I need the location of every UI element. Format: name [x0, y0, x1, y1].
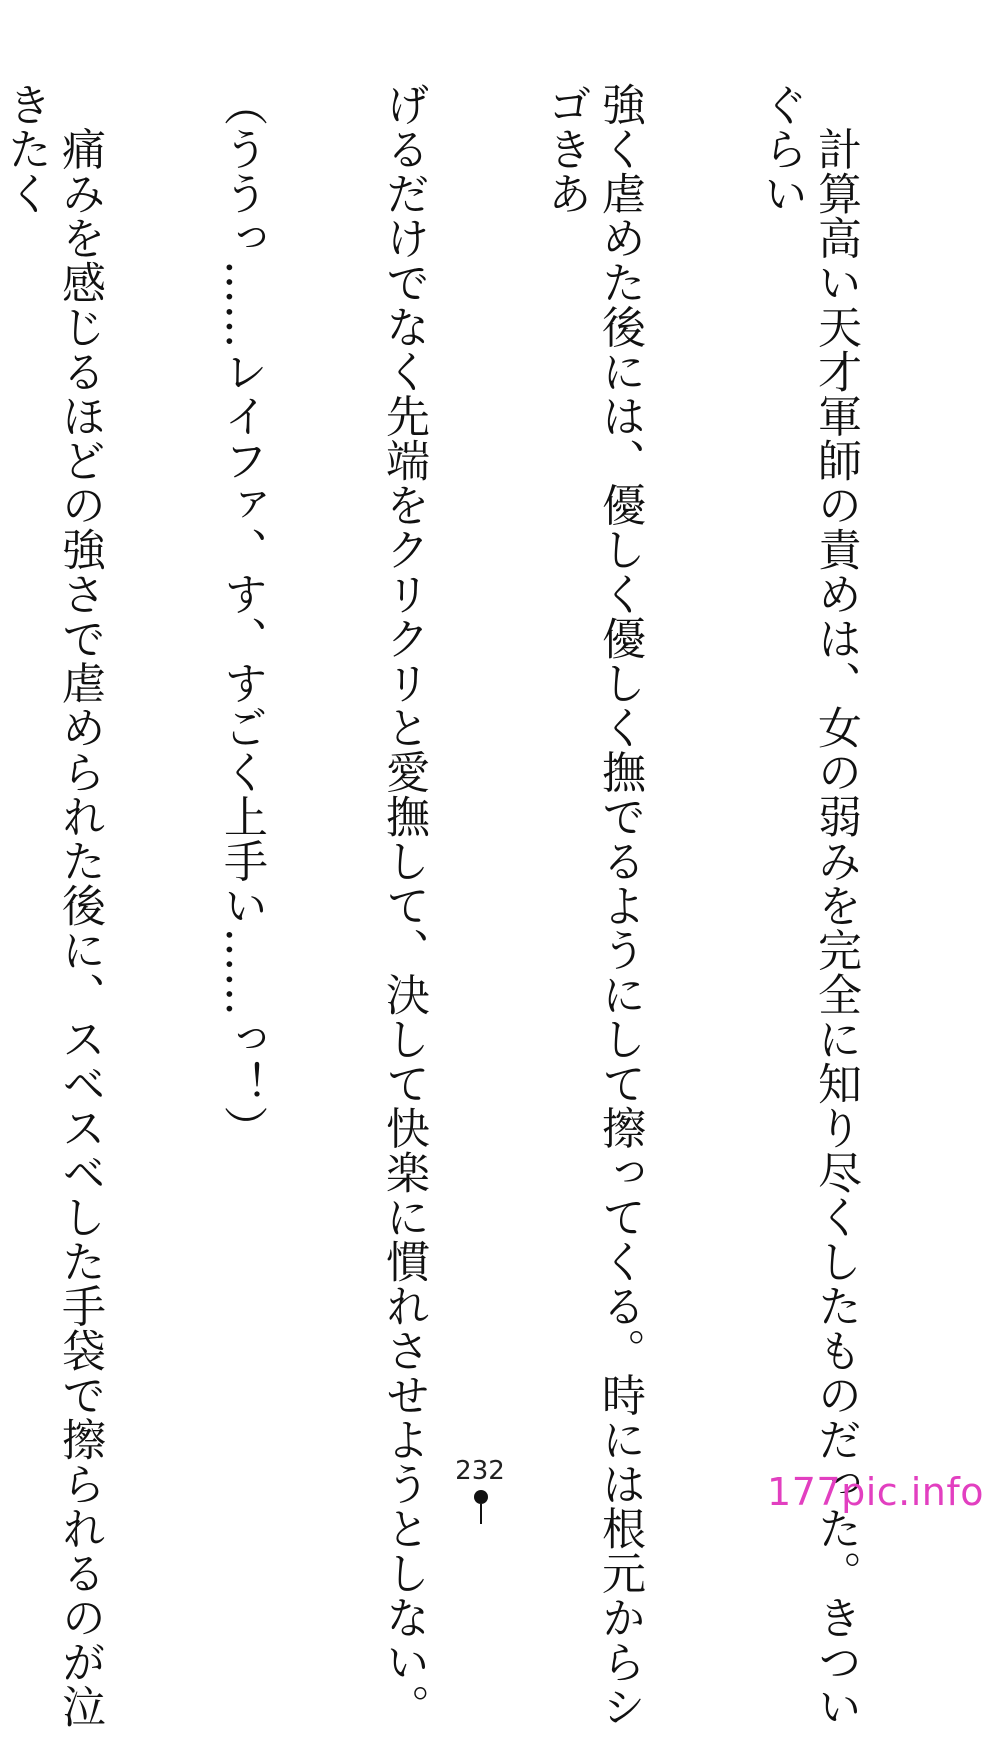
text-line: げるだけでなく先端をクリクリと愛撫して、決して快楽に慣れさせようとしない。	[378, 82, 429, 1729]
text-line: （ううっ……レイファ、す、すごく上手い……っ！）	[216, 82, 267, 1150]
page-number: 232	[455, 1456, 505, 1486]
page-marker-stem	[480, 1504, 482, 1524]
text-line: 計算高い天才軍師の責めは、女の弱みを完全に知り尽くしたものだった。きついぐらい	[756, 82, 861, 1729]
text-line: 強く虐めた後には、優しく優しく撫でるようにして擦ってくる。時には根元からシゴきあ	[540, 82, 645, 1729]
text-line: 痛みを感じるほどの強さで虐められた後に、スベスベした手袋で擦られるのが泣きたく	[0, 82, 105, 1729]
watermark: 177pic.info	[767, 1470, 984, 1514]
page-marker-dot-icon	[474, 1490, 488, 1504]
